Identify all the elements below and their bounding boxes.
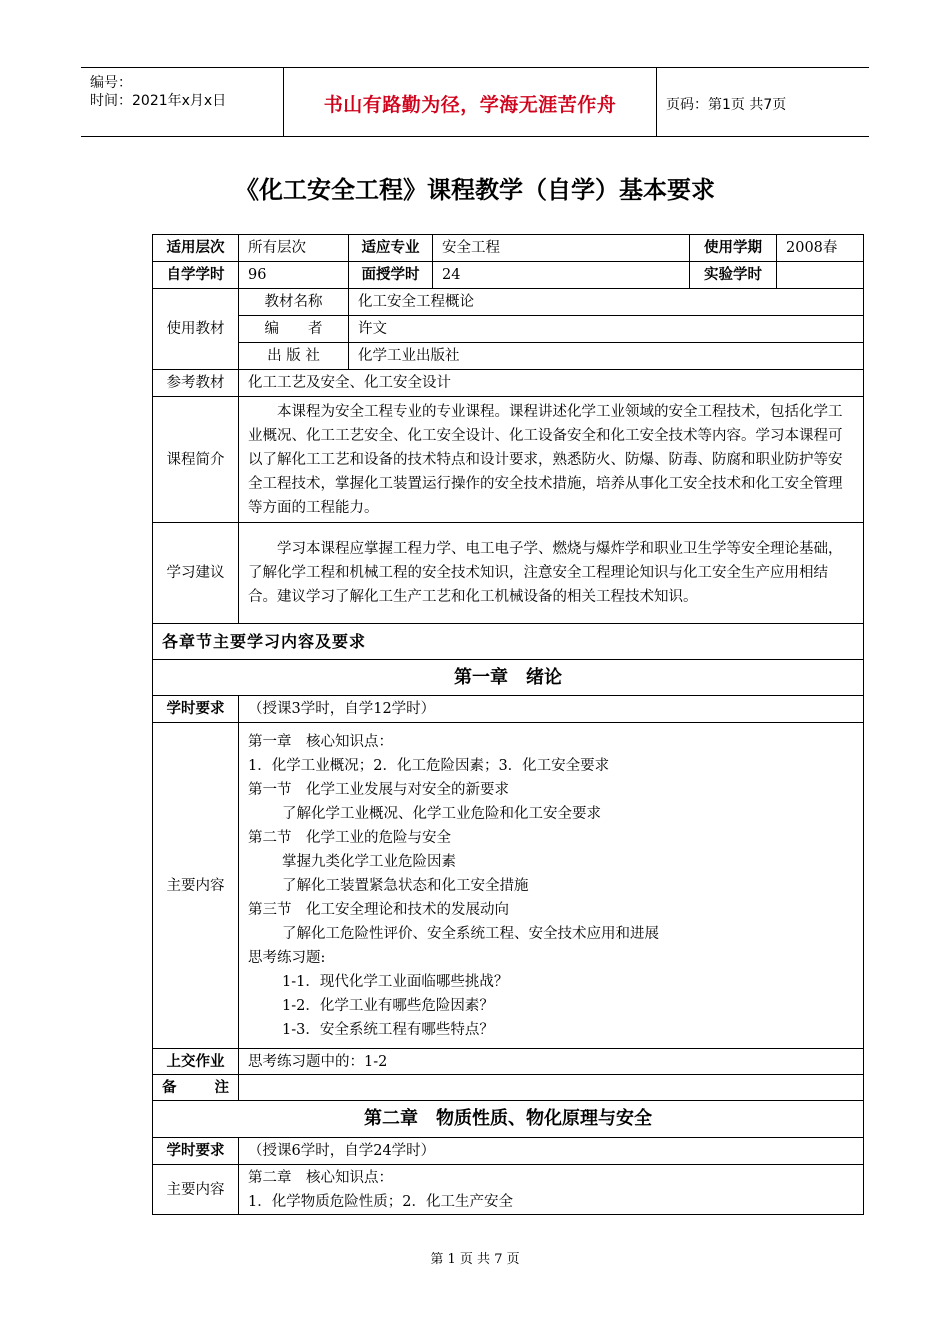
list-item: 掌握九类化学工业危险因素 (282, 853, 456, 870)
chapter1-content (239, 723, 864, 1049)
major-value: 安全工程 (433, 235, 690, 262)
header-left-cell (81, 68, 283, 136)
chapter2-content-label: 主要内容 (153, 1165, 239, 1215)
list-item: 了解化工危险性评价、安全系统工程、安全技术应用和进展 (282, 925, 659, 942)
section-heading-row (153, 624, 864, 660)
chapter1-remark-row (153, 1075, 864, 1101)
chapter1-homework-label: 上交作业 (153, 1049, 239, 1075)
reference-label: 参考教材 (153, 370, 239, 397)
major-label: 适应专业 (349, 235, 433, 262)
document-title: 《化工安全工程》课程教学（自学）基本要求 (235, 176, 715, 204)
chapter1-hours-value: （授课3学时，自学12学时） (239, 696, 864, 723)
section-heading: 各章节主要学习内容及要求 (153, 624, 864, 660)
textbook-label: 使用教材 (153, 289, 239, 370)
header-center-cell (283, 68, 657, 136)
date-label: 时间：2021年x月x日 (90, 93, 227, 109)
textbook-row-name (153, 289, 864, 316)
level-label: 适用层次 (153, 235, 239, 262)
term-label: 使用学期 (690, 235, 777, 262)
chapter1-remark-label: 备 注 (153, 1075, 239, 1101)
chapter2-hours-row (153, 1138, 864, 1165)
list-item: 了解化工装置紧急状态和化工安全措施 (282, 877, 529, 894)
chapter2-content (239, 1165, 864, 1215)
chapter1-content-row (153, 723, 864, 1049)
chapter2-title-row (153, 1101, 864, 1138)
lecture-hours-value: 24 (433, 262, 690, 289)
list-item: 第一节 化学工业发展与对安全的新要求 (248, 781, 509, 798)
textbook-publisher-value: 化学工业出版社 (349, 343, 864, 370)
list-item: 1-2．化学工业有哪些危险因素？ (282, 997, 494, 1014)
lab-hours-value (777, 262, 864, 289)
motto-text: 书山有路勤为径，学海无涯苦作舟 (323, 94, 617, 116)
chapter1-hours-row (153, 696, 864, 723)
list-item: 思考练习题: (248, 949, 326, 966)
lecture-hours-label: 面授学时 (349, 262, 433, 289)
list-item: 1-1．现代化学工业面临哪些挑战？ (282, 973, 509, 990)
textbook-row-publisher (153, 343, 864, 370)
advice-text-cell (239, 523, 864, 624)
page-info: 页码：第1页 共7页 (666, 97, 787, 113)
intro-label: 课程简介 (153, 397, 239, 523)
page-header (81, 67, 869, 137)
list-item: 第一章 核心知识点： (248, 733, 393, 750)
list-item: 第二章 核心知识点： (248, 1169, 393, 1186)
advice-row (153, 523, 864, 624)
level-value: 所有层次 (239, 235, 349, 262)
chapter2-content-row (153, 1165, 864, 1215)
textbook-name-value: 化工安全工程概论 (349, 289, 864, 316)
textbook-row-author (153, 316, 864, 343)
list-item: 第三节 化工安全理论和技术的发展动向 (248, 901, 509, 918)
chapter1-homework-row (153, 1049, 864, 1075)
textbook-name-label: 教材名称 (239, 289, 349, 316)
list-item: 第二节 化学工业的危险与安全 (248, 829, 451, 846)
reference-value: 化工工艺及安全、化工安全设计 (239, 370, 864, 397)
advice-text: 学习本课程应掌握工程力学、电工电子学、燃烧与爆炸学和职业卫生学等安全理论基础，了解化学工程和机械工程的安全技术知识，注意安全工程理论知识与化工安全生产应用相结合。建议学习了解化工生产工艺和化工机械设备的相关工程技术知识。 (248, 541, 843, 605)
chapter1-content-label: 主要内容 (153, 723, 239, 1049)
chapter1-homework-value: 思考练习题中的：1-2 (239, 1049, 864, 1075)
list-item: 1-3．安全系统工程有哪些特点？ (282, 1021, 494, 1038)
header-right-cell (657, 68, 869, 136)
list-item: 1．化学工业概况；2．化工危险因素；3．化工安全要求 (248, 757, 610, 774)
serial-label: 编号： (90, 75, 132, 91)
self-hours-label: 自学学时 (153, 262, 239, 289)
intro-text: 本课程为安全工程专业的专业课程。课程讲述化学工业领域的安全工程技术，包括化学工业概况、化工工艺安全、化工安全设计、化工设备安全和化工安全技术等内容。学习本课程可以了解化工工艺和设备的技术特点和设计要求，熟悉防火、防爆、防毒、防腐和职业防护等安全工程技术，掌握化工装置运行操作的安全技术措施，培养从事化工安全技术和化工安全管理等方面的工程能力。 (248, 403, 843, 516)
advice-label: 学习建议 (153, 523, 239, 624)
info-row-1 (153, 235, 864, 262)
chapter2-hours-value: （授课6学时，自学24学时） (239, 1138, 864, 1165)
intro-text-cell (239, 397, 864, 523)
chapter2-hours-label: 学时要求 (153, 1138, 239, 1165)
chapter1-title: 第一章 绪论 (153, 660, 864, 696)
chapter1-title-row (153, 660, 864, 696)
textbook-author-label: 编 者 (239, 316, 349, 343)
info-row-2 (153, 262, 864, 289)
term-value: 2008春 (777, 235, 864, 262)
textbook-author-value: 许文 (349, 316, 864, 343)
self-hours-value: 96 (239, 262, 349, 289)
page-footer: 第 1 页 共 7 页 (430, 1252, 520, 1267)
list-item: 1．化学物质危险性质；2．化工生产安全 (248, 1193, 513, 1210)
textbook-publisher-label: 出 版 社 (239, 343, 349, 370)
chapter2-title: 第二章 物质性质、物化原理与安全 (153, 1101, 864, 1138)
chapter1-hours-label: 学时要求 (153, 696, 239, 723)
course-requirements-table (152, 234, 864, 1215)
lab-hours-label: 实验学时 (690, 262, 777, 289)
chapter1-remark-value (239, 1075, 864, 1101)
intro-row (153, 397, 864, 523)
list-item: 了解化学工业概况、化学工业危险和化工安全要求 (282, 805, 601, 822)
reference-row (153, 370, 864, 397)
